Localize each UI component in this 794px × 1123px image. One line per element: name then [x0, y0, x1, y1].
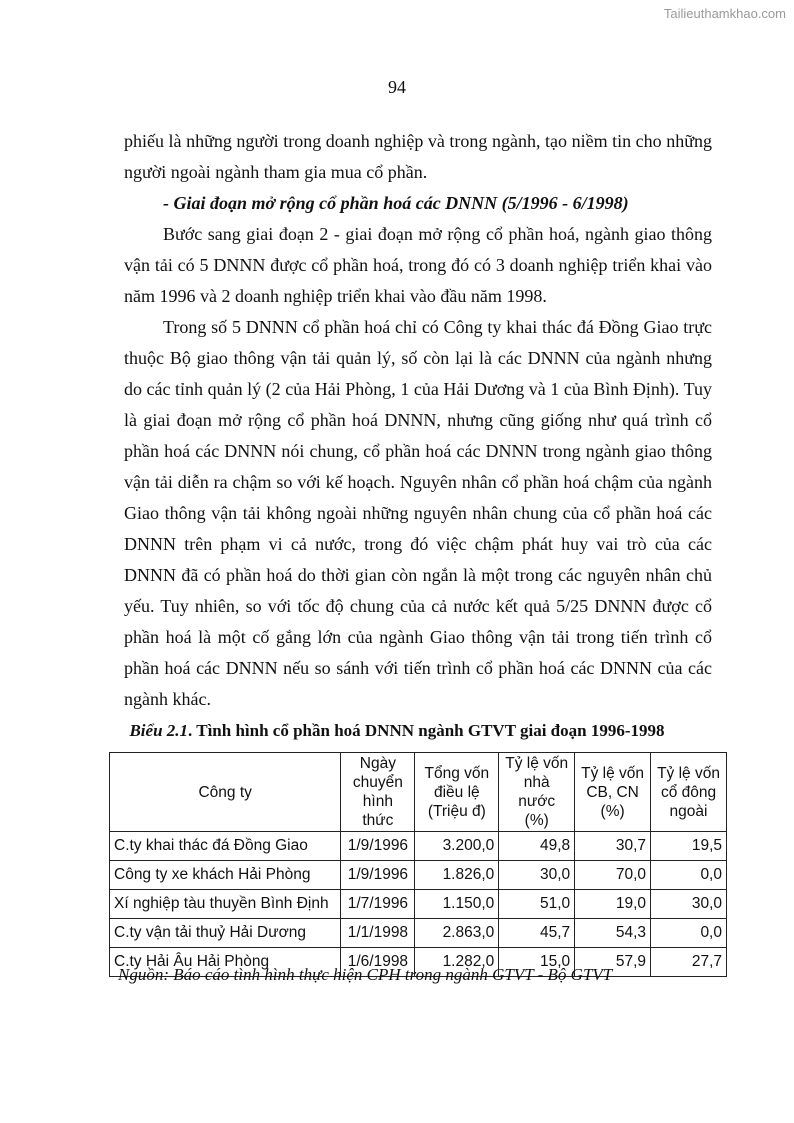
cell-date: 1/7/1996 [341, 890, 415, 919]
cell-employee-share: 30,7 [575, 832, 651, 861]
cell-capital: 1.282,0 [415, 948, 499, 977]
cell-date: 1/9/1996 [341, 832, 415, 861]
header-state-share: Tỷ lệ vốn nhà nước (%) [499, 753, 575, 832]
cell-date: 1/1/1998 [341, 919, 415, 948]
cell-capital: 3.200,0 [415, 832, 499, 861]
page-number: 94 [388, 77, 406, 97]
paragraph-analysis: Trong số 5 DNNN cổ phần hoá chỉ có Công ty khai thác đá Đồng Giao trực thuộc Bộ giao thông vận tải quản lý, số còn lại là các DNNN của ngành nhưng do các tỉnh quản lý (2 của Hải Phòng, 1 của Hải Dương và 1 của Bình Định). Tuy là giai đoạn mở rộng cổ phần hoá DNNN, nhưng cũng giống như quá trình cổ phần hoá các DNNN nói chung, cổ phần hoá các DNNN trong ngành giao thông vận tải diễn ra chậm so với kế hoạch. Nguyên nhân cổ phần hoá chậm của ngành Giao thông vận tải không ngoài những nguyên nhân chung của cổ phần hoá các DNNN trên phạm vi cả nước, trong đó việc chậm phát huy vai trò của các DNNN đã có phần hoá do thời gian còn ngắn là một trong các nguyên nhân chủ yếu. Tuy nhiên, so với tốc độ chung của cả nước kết quả 5/25 DNNN được cổ phần hoá là một cố gắng lớn của ngành Giao thông vận tải trong tiến trình cổ phần hoá các DNNN nếu so sánh với tiến trình cổ phần hoá các DNNN của các ngành khác. [124, 317, 712, 709]
table-caption-label: Biểu 2.1 [129, 721, 189, 740]
section-heading: - Giai đoạn mở rộng cổ phần hoá các DNNN (5/1996 - 6/1998) [163, 193, 629, 213]
cell-company: C.ty vận tải thuỷ Hải Dương [110, 919, 341, 948]
table-row [110, 890, 727, 919]
cell-state-share: 49,8 [499, 832, 575, 861]
cell-employee-share: 54,3 [575, 919, 651, 948]
cell-capital: 1.150,0 [415, 890, 499, 919]
table-row [110, 919, 727, 948]
cell-state-share: 51,0 [499, 890, 575, 919]
cell-state-share: 15,0 [499, 948, 575, 977]
cell-capital: 2.863,0 [415, 919, 499, 948]
cell-outside-share: 0,0 [651, 861, 727, 890]
cell-company: C.ty khai thác đá Đồng Giao [110, 832, 341, 861]
table-caption-text: . Tình hình cổ phần hoá DNNN ngành GTVT giai đoạn 1996-1998 [188, 721, 665, 740]
header-company: Công ty [110, 753, 341, 832]
cell-employee-share: 57,9 [575, 948, 651, 977]
header-date: Ngày chuyển hình thức [341, 753, 415, 832]
table-caption [0, 721, 794, 741]
cell-date: 1/9/1996 [341, 861, 415, 890]
cell-capital: 1.826,0 [415, 861, 499, 890]
body-text [124, 126, 712, 715]
table-header-row [110, 753, 727, 832]
cell-outside-share: 0,0 [651, 919, 727, 948]
cell-outside-share: 27,7 [651, 948, 727, 977]
paragraph-phase-2: Bước sang giai đoạn 2 - giai đoạn mở rộng cổ phần hoá, ngành giao thông vận tải có 5 DNNN được cổ phần hoá, trong đó có 3 doanh nghiệp triển khai vào năm 1996 và 2 doanh nghiệp triển khai vào đầu năm 1998. [124, 224, 712, 306]
header-charter-capital: Tổng vốn điều lệ (Triệu đ) [415, 753, 499, 832]
equitization-table [109, 752, 727, 977]
cell-outside-share: 19,5 [651, 832, 727, 861]
cell-state-share: 45,7 [499, 919, 575, 948]
cell-date: 1/6/1998 [341, 948, 415, 977]
header-employee-share: Tỷ lệ vốn CB, CN (%) [575, 753, 651, 832]
table-row [110, 832, 727, 861]
cell-outside-share: 30,0 [651, 890, 727, 919]
paragraph-continuation: phiếu là những người trong doanh nghiệp và trong ngành, tạo niềm tin cho những người ngoài ngành tham gia mua cổ phần. [124, 131, 712, 182]
cell-employee-share: 70,0 [575, 861, 651, 890]
cell-employee-share: 19,0 [575, 890, 651, 919]
cell-company: C.ty Hải Âu Hải Phòng [110, 948, 341, 977]
cell-company: Xí nghiệp tàu thuyền Bình Định [110, 890, 341, 919]
cell-company: Công ty xe khách Hải Phòng [110, 861, 341, 890]
table-row [110, 861, 727, 890]
cell-state-share: 30,0 [499, 861, 575, 890]
watermark: Tailieuthamkhao.com [663, 6, 786, 21]
header-outside-share: Tỷ lệ vốn cổ đông ngoài [651, 753, 727, 832]
table-source-note: Nguồn: Báo cáo tình hình thực hiện CPH trong ngành GTVT - Bộ GTVT [118, 965, 613, 984]
